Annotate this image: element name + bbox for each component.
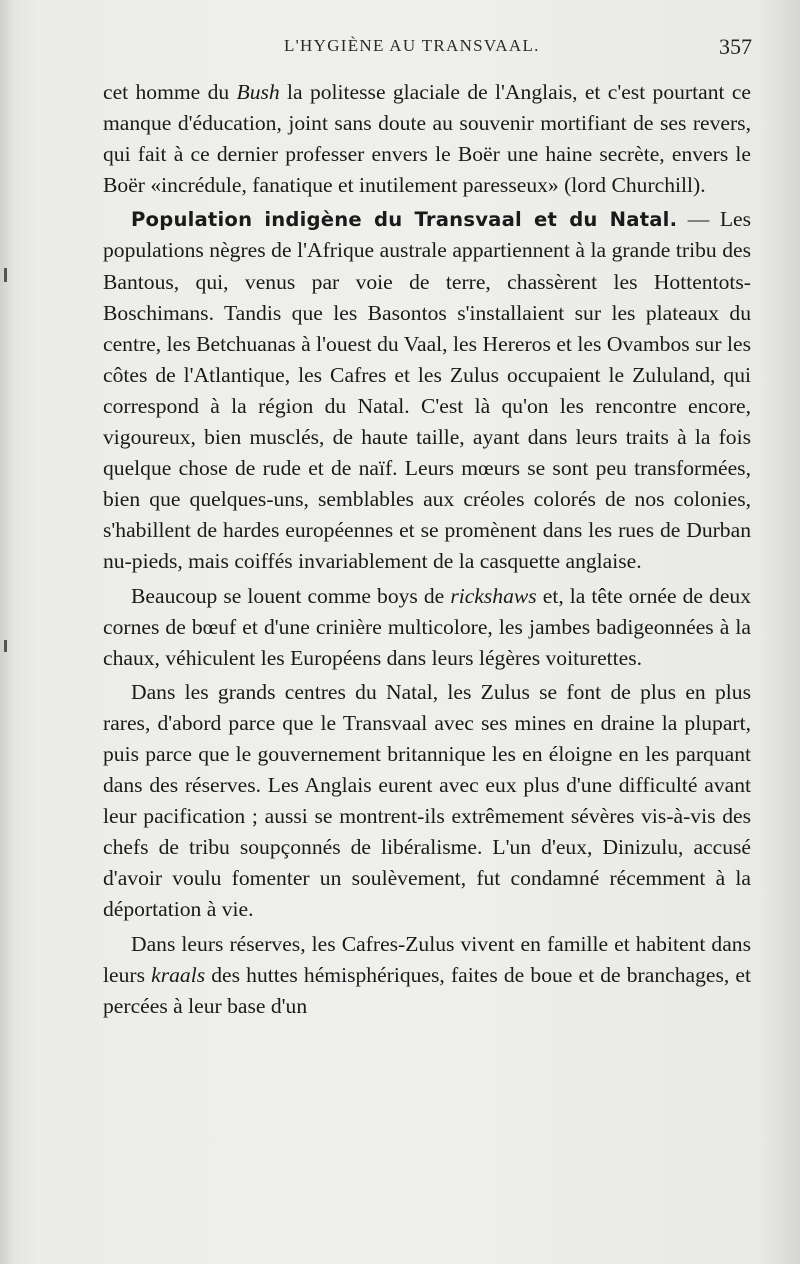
running-title: L'HYGIÈNE AU TRANSVAAL. xyxy=(284,36,540,55)
paragraph-2 xyxy=(103,204,751,577)
paragraph-1 xyxy=(103,77,751,201)
paragraph-1-text-c: la politesse glaciale de l'Anglais, et c'est pourtant ce manque d'éducation, joint sans doute au souvenir mortifiant de ses revers, qui fait à ce dernier professer envers le Boër une haine secrète, envers le Boër «incrédule, fanatique et inutilement paresseux» (lord Churchill). xyxy=(103,80,751,198)
paragraph-5 xyxy=(103,929,751,1022)
edge-mark xyxy=(4,640,7,652)
paragraph-5-text-a: Dans leurs réserves, les Cafres-Zulus vivent en famille et habitent dans leurs xyxy=(103,931,751,987)
italic-term-rickshaws: rickshaws xyxy=(450,583,537,608)
paragraph-4 xyxy=(103,677,751,926)
italic-term-bush: Bush xyxy=(236,80,280,104)
paragraph-1-text-a: cet homme du xyxy=(103,80,237,104)
page-header xyxy=(104,34,752,64)
edge-mark xyxy=(4,268,7,282)
paragraph-2-text: — Les populations nègres de l'Afrique australe appartiennent à la grande tribu des Bantous, qui, venus par voie de terre, chassèrent les Hottentots-Boschimans. Tandis que les Basontos s'installaient sur les plateaux du centre, les Betchuanas à l'ouest du Vaal, les Hereros et les Ovambos sur les côtes de l'Atlantique, les Cafres et les Zulus occupaient le Zululand, qui correspond à la région du Natal. C'est là qu'on les rencontre encore, vigoureux, bien musclés, de haute taille, ayant dans leurs traits à la fois quelque chose de rude et de naïf. Leurs mœurs se sont peu transformées, bien que quelques-uns, semblables aux créoles colorés de nos colonies, s'habillent de hardes européennes et se promènent dans les rues de Durban nu-pieds, mais coiffés invariablement de la casquette anglaise. xyxy=(103,207,751,574)
paragraph-3-text-a: Beaucoup se louent comme boys de xyxy=(131,583,451,608)
body-text xyxy=(103,77,751,1025)
italic-term-kraals: kraals xyxy=(151,962,206,987)
paragraph-4-text: Dans les grands centres du Natal, les Zulus se font de plus en plus rares, d'abord parce que le Transvaal avec ses mines en draine la plupart, puis parce que le gouvernement britannique les en éloigne en les parquant dans des réserves. Les Anglais eurent avec eux plus d'une difficulté avant leur pacification ; aussi se montrent-ils extrêmement sévères vis-à-vis des chefs de tribu soupçonnés de libéralisme. L'un d'eux, Dinizulu, accusé d'avoir voulu fomenter un soulèvement, fut condamné récemment à la déportation à vie. xyxy=(103,679,751,922)
paragraph-5-text-c: des huttes hémisphériques, faites de boue et de branchages, et percées à leur base d'un xyxy=(103,962,752,1018)
section-heading: Population indigène du Transvaal et du Natal. xyxy=(131,208,678,232)
paragraph-3 xyxy=(103,581,751,674)
page-number: 357 xyxy=(719,34,752,59)
paragraph-3-text-c: et, la tête ornée de deux cornes de bœuf et d'une crinière multicolore, les jambes badigeonnées à la chaux, véhiculent les Européens dans leurs légères voiturettes. xyxy=(103,583,751,670)
